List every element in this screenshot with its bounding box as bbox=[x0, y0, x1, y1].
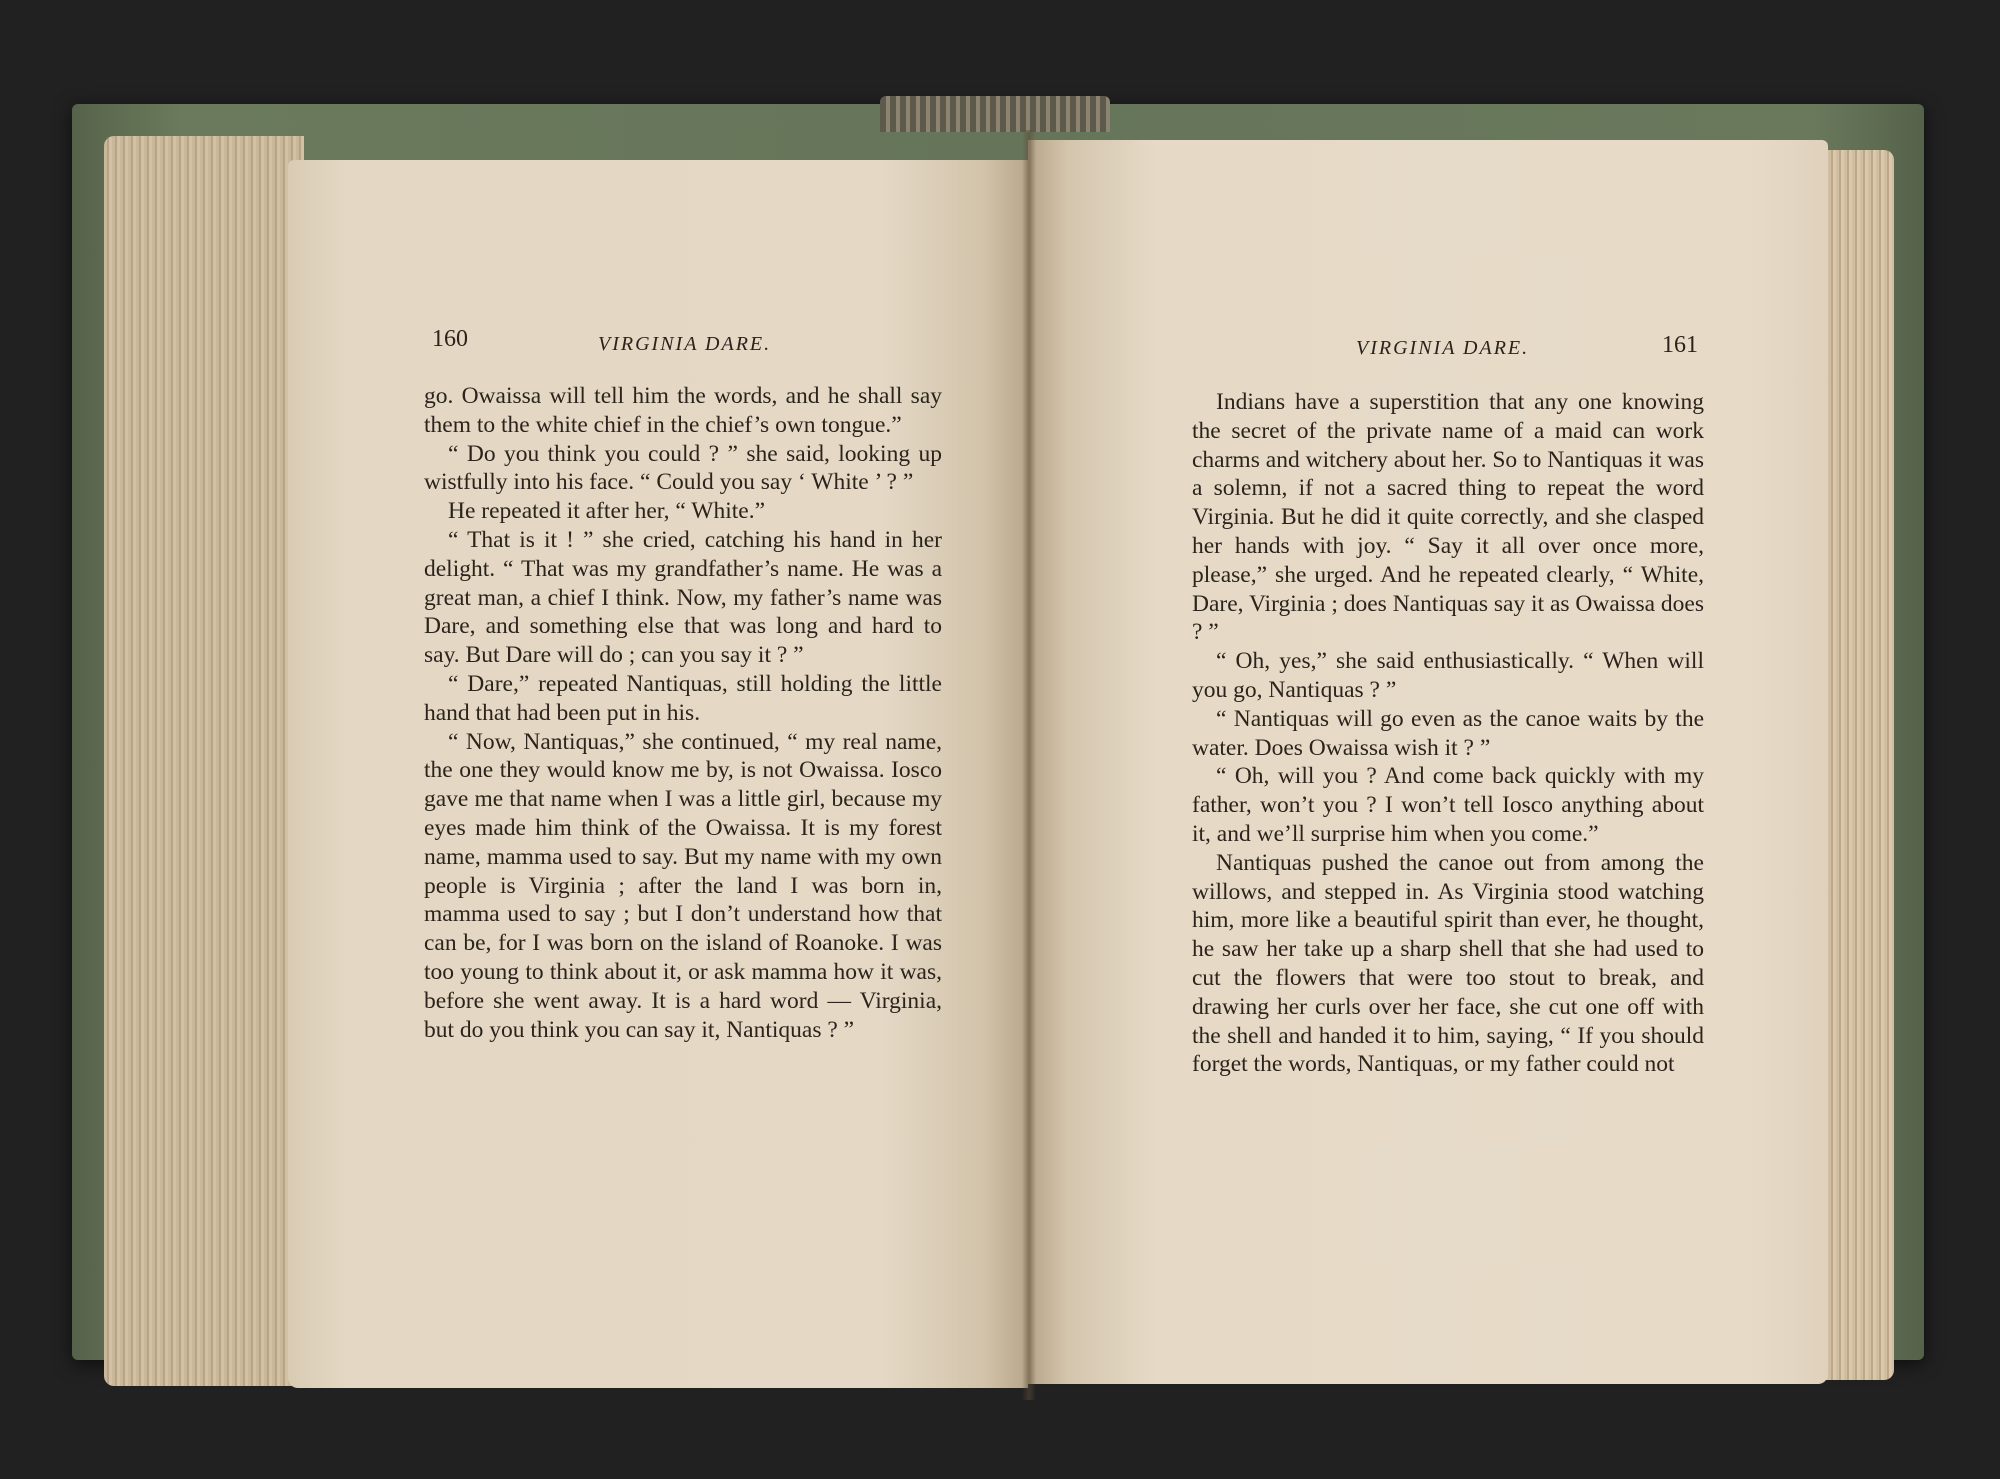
left-page-number: 160 bbox=[432, 326, 468, 352]
left-page-body bbox=[424, 382, 942, 1044]
book-gutter bbox=[1022, 130, 1036, 1400]
paragraph: “ Nantiquas will go even as the canoe waits by the water. Does Owaissa wish it ? ” bbox=[1192, 705, 1704, 761]
paragraph: “ Do you think you could ? ” she said, looking up wistfully into his face. “ Could you say ‘ White ’ ? ” bbox=[424, 440, 942, 496]
left-running-head-title: VIRGINIA DARE. bbox=[598, 333, 772, 355]
paragraph: “ Oh, will you ? And come back quickly with my father, won’t you ? I won’t tell Iosco anything about it, and we’ll surprise him when you come.” bbox=[1192, 763, 1704, 847]
book-spine bbox=[880, 96, 1110, 132]
paragraph: “ That is it ! ” she cried, catching his hand in her delight. “ That was my grandfather’s name. He was a great man, a chief I think. Now, my father’s name was Dare, and something else that was long and hard to say. But Dare will do ; can you say it ? ” bbox=[424, 526, 942, 669]
right-running-head bbox=[1356, 334, 1529, 360]
left-page-edges bbox=[104, 136, 304, 1386]
paragraph: He repeated it after her, “ White.” bbox=[448, 498, 765, 525]
paragraph: Indians have a superstition that any one knowing the secret of the private name of a maid can work charms and witchery about her. So to Nantiquas it was a solemn, if not a sacred thing to repeat the word Virginia. But he did it quite correctly, and she clasped her hands with joy. “ Say it all over once more, please,” she urged. And he repeated clearly, “ White, Dare, Virginia ; does Nantiquas say it as Owaissa does ? ” bbox=[1192, 389, 1705, 646]
right-page-edges bbox=[1820, 150, 1894, 1380]
right-page-body bbox=[1192, 388, 1704, 1079]
paragraph: “ Oh, yes,” she said enthusiastically. “ When will you go, Nantiquas ? ” bbox=[1192, 648, 1704, 703]
paragraph: Nantiquas pushed the canoe out from among the willows, and stepped in. As Virginia stood watching him, more like a beautiful spirit than ever, he thought, he saw her take up a sharp shell that she had used to cut the flowers that were too stout to break, and drawing her curls over her face, she cut one off with the shell and handed it to him, saying, “ If you should forget the words, Nantiquas, or my father could not bbox=[1192, 849, 1704, 1078]
paragraph: “ Now, Nantiquas,” she continued, “ my real name, the one they would know me by, is not Owaissa. Iosco gave me that name when I was a little girl, because my eyes made him think of the Owaissa. It is my forest name, mamma used to say. But my name with my own people is Virginia ; after the land I was born in, mamma used to say ; but I don’t understand how that can be, for I was born on the island of Roanoke. I was too young to think about it, or ask mamma how it was, before she went away. It is a hard word — Virginia, but do you think you can say it, Nantiquas ? ” bbox=[424, 728, 942, 1043]
right-running-head-title: VIRGINIA DARE. bbox=[1356, 337, 1530, 359]
right-page-number: 161 bbox=[1662, 332, 1698, 358]
left-running-head bbox=[598, 330, 771, 356]
paragraph: go. Owaissa will tell him the words, and he shall say them to the white chief in the chief’s own tongue.” bbox=[424, 383, 942, 438]
paragraph: “ Dare,” repeated Nantiquas, still holding the little hand that had been put in his. bbox=[424, 670, 942, 726]
